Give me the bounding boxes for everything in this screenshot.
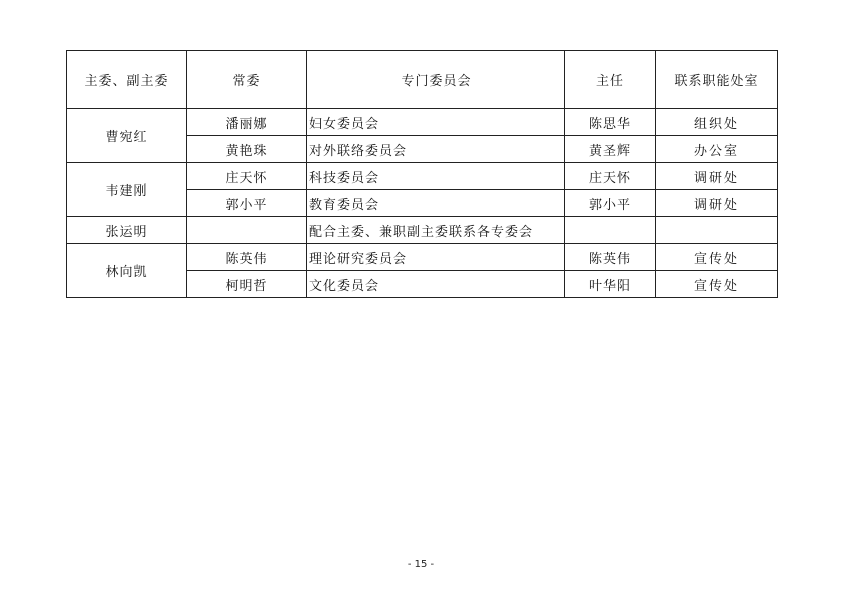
header-main: 主委、副主委 xyxy=(67,51,187,109)
standing-cell: 潘丽娜 xyxy=(187,109,307,136)
committee-cell: 教育委员会 xyxy=(307,190,565,217)
standing-cell: 黄艳珠 xyxy=(187,136,307,163)
committee-table xyxy=(66,50,778,298)
header-committee: 专门委员会 xyxy=(307,51,565,109)
director-cell: 陈思华 xyxy=(565,109,656,136)
main-member-cell: 韦建刚 xyxy=(67,163,187,217)
director-cell: 庄天怀 xyxy=(565,163,656,190)
main-member-cell: 曹宛红 xyxy=(67,109,187,163)
director-cell: 陈英伟 xyxy=(565,244,656,271)
committee-cell: 理论研究委员会 xyxy=(307,244,565,271)
director-cell: 叶华阳 xyxy=(565,271,656,298)
committee-cell: 科技委员会 xyxy=(307,163,565,190)
table-row xyxy=(67,244,778,271)
committee-cell: 妇女委员会 xyxy=(307,109,565,136)
standing-cell xyxy=(187,217,307,244)
table-row xyxy=(67,109,778,136)
office-cell: 宣传处 xyxy=(656,271,778,298)
page-number: - 15 - xyxy=(407,559,435,570)
header-standing: 常委 xyxy=(187,51,307,109)
committee-cell: 对外联络委员会 xyxy=(307,136,565,163)
office-cell: 办公室 xyxy=(656,136,778,163)
committee-cell: 配合主委、兼职副主委联系各专委会 xyxy=(307,217,565,244)
office-cell: 调研处 xyxy=(656,190,778,217)
director-cell: 黄圣辉 xyxy=(565,136,656,163)
office-cell xyxy=(656,217,778,244)
standing-cell: 郭小平 xyxy=(187,190,307,217)
table-row xyxy=(67,163,778,190)
standing-cell: 庄天怀 xyxy=(187,163,307,190)
director-cell xyxy=(565,217,656,244)
committee-cell: 文化委员会 xyxy=(307,271,565,298)
main-member-cell: 林向凯 xyxy=(67,244,187,298)
office-cell: 宣传处 xyxy=(656,244,778,271)
header-row xyxy=(67,51,778,109)
director-cell: 郭小平 xyxy=(565,190,656,217)
standing-cell: 陈英伟 xyxy=(187,244,307,271)
table-row xyxy=(67,217,778,244)
standing-cell: 柯明哲 xyxy=(187,271,307,298)
header-office: 联系职能处室 xyxy=(656,51,778,109)
header-director: 主任 xyxy=(565,51,656,109)
main-member-cell: 张运明 xyxy=(67,217,187,244)
office-cell: 调研处 xyxy=(656,163,778,190)
office-cell: 组织处 xyxy=(656,109,778,136)
